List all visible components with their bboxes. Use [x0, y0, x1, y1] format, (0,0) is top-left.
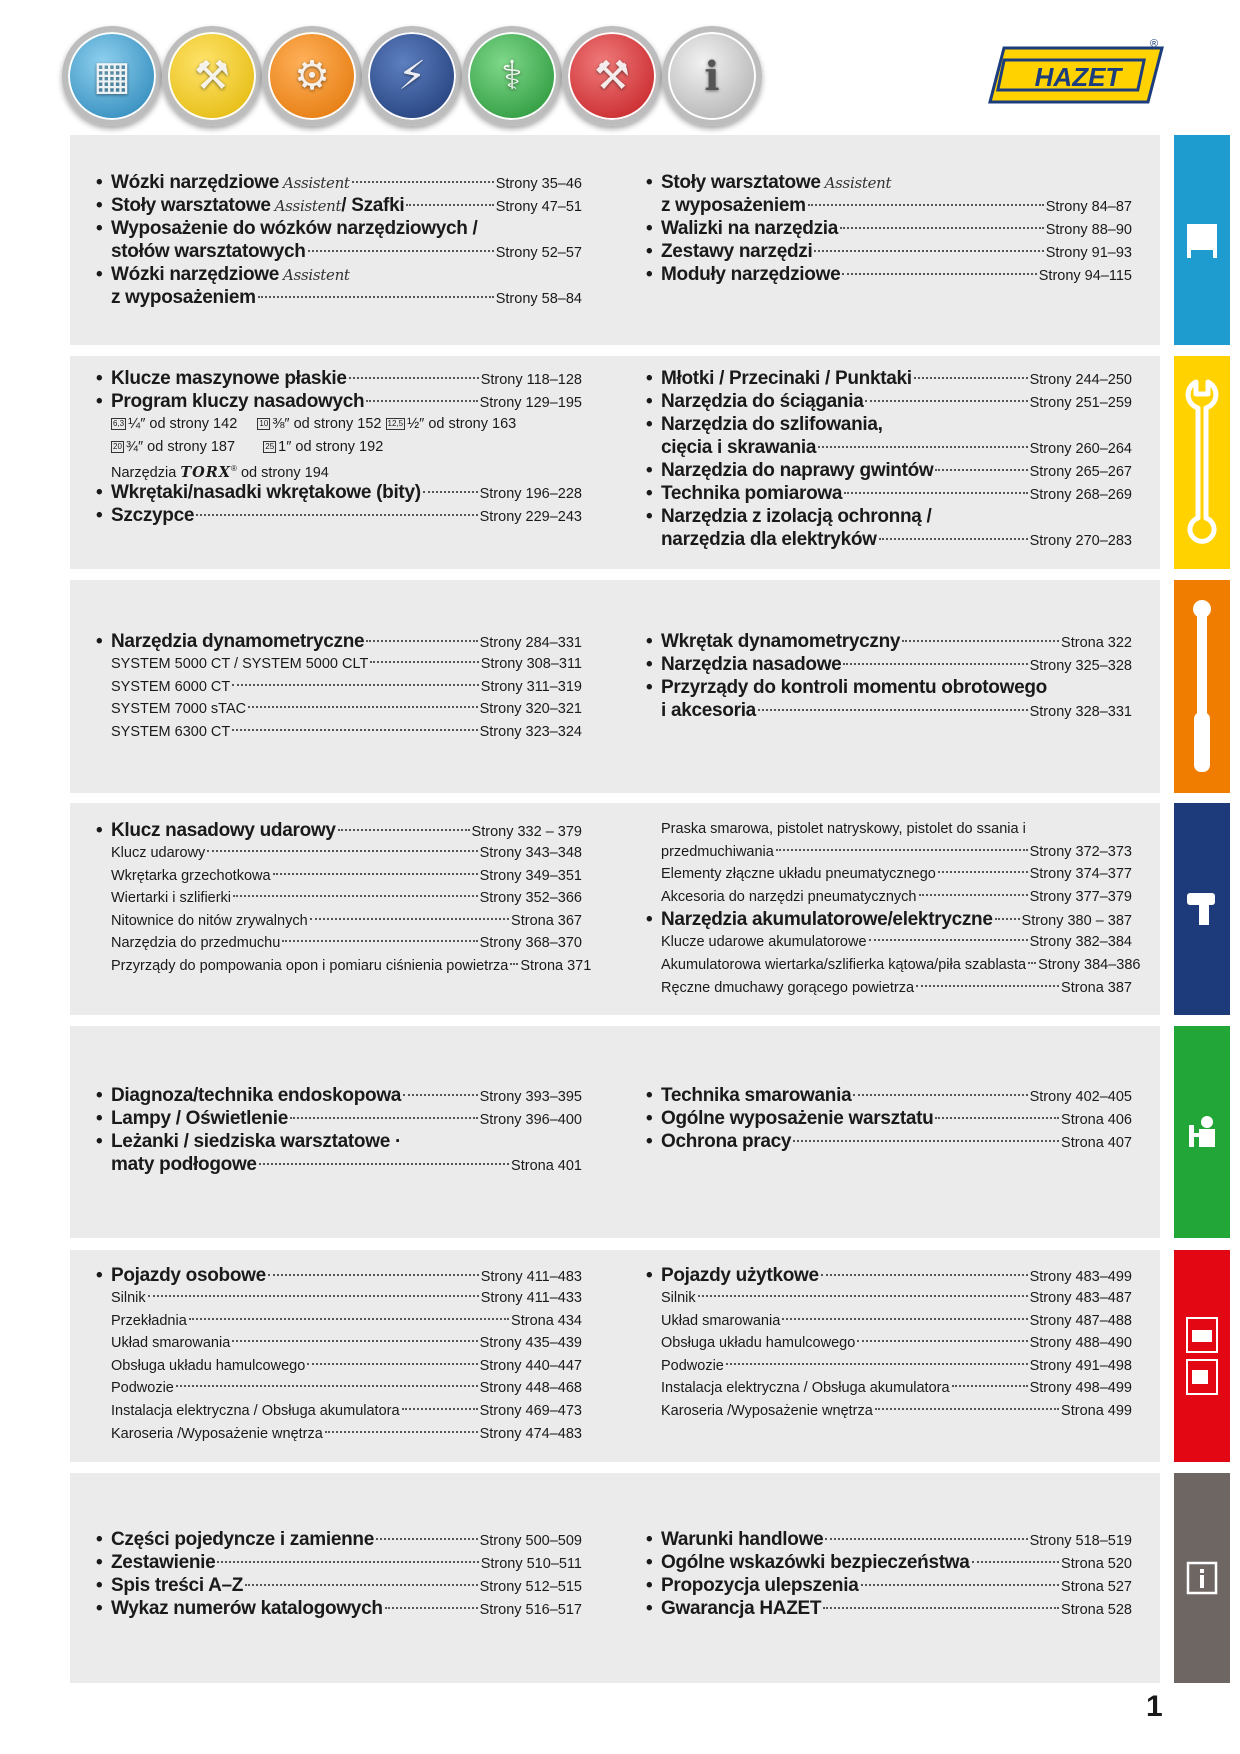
toc-subentry[interactable]: Silnik Strony 411–433 [111, 1290, 582, 1306]
toc-subentry[interactable]: Układ smarowania Strony 487–488 [661, 1312, 1132, 1329]
section6-left [96, 1264, 582, 1445]
tab-vehicle[interactable] [1174, 1250, 1230, 1462]
toc-subentry[interactable]: Klucze udarowe akumulatorowe Strony 382–384 [661, 934, 1132, 951]
section5-left [96, 1084, 582, 1176]
toc-entry[interactable]: • Klucze maszynowe płaskie Strony 118–128 [96, 368, 582, 389]
tab-wrench[interactable] [1174, 356, 1230, 569]
toc-entry[interactable]: • Stoły warsztatowe Assistent / Szafki Strony 47–51 [96, 195, 582, 216]
toc-entry[interactable]: • Ogólne wskazówki bezpieczeństwa Strona 520 [646, 1552, 1132, 1573]
toc-entry-continued[interactable]: i akcesoria Strony 328–331 [661, 700, 1132, 721]
tab-torque-wrench[interactable] [1174, 580, 1230, 793]
toc-subentry[interactable]: Silnik Strony 483–487 [661, 1290, 1132, 1306]
toc-entry[interactable]: • Leżanki / siedziska warsztatowe · [96, 1131, 401, 1152]
toc-subentry[interactable]: Podwozie Strony 448–468 [111, 1380, 582, 1397]
torx-line: Narzędzia TORX® od strony 194 [111, 464, 329, 482]
toc-entry[interactable]: • Stoły warsztatowe Assistent [646, 172, 892, 193]
toc-subentry[interactable]: Wkrętarka grzechotkowa Strony 349–351 [111, 867, 582, 884]
toc-entry[interactable]: • Narzędzia do ściągania Strony 251–259 [646, 391, 1132, 412]
toc-entry[interactable]: • Zestawienie Strony 510–511 [96, 1552, 582, 1573]
toc-entry[interactable]: • Ochrona pracy Strona 407 [646, 1131, 1132, 1152]
toc-subentry[interactable]: Nitownice do nitów zrywalnych Strona 367 [111, 912, 582, 929]
socket-sizes-line: 20 ¾″ od strony 187 25 1″ od strony 192 [113, 438, 384, 455]
toc-subentry[interactable]: SYSTEM 6000 CT Strony 311–319 [111, 678, 582, 695]
toc-entry[interactable]: • Wózki narzędziowe Assistent [96, 264, 350, 285]
tab-info[interactable] [1174, 1473, 1230, 1683]
socket-sizes-line: 6,3 ¼″ od strony 142 10 ⅜″ od strony 152 12,5 ½″ od strony 163 [113, 416, 517, 432]
toc-entry[interactable]: • Narzędzia nasadowe Strony 325–328 [646, 654, 1132, 675]
toc-entry[interactable]: • Narzędzia do szlifowania, [646, 414, 883, 435]
section6-right [646, 1264, 1132, 1423]
toc-entry[interactable]: • Klucz nasadowy udarowy Strony 332 – 379 [96, 820, 582, 841]
pneumatic-tool-icon[interactable]: ⚡ [362, 26, 462, 126]
toc-entry[interactable]: • Ogólne wyposażenie warsztatu Strona 406 [646, 1108, 1132, 1129]
hazet-logo [986, 42, 1166, 108]
toc-subentry[interactable]: Obsługa układu hamulcowego Strony 440–447 [111, 1357, 582, 1374]
toc-subentry[interactable]: Obsługa układu hamulcowego Strony 488–490 [661, 1335, 1132, 1352]
toc-entry-continued[interactable]: maty podłogowe Strona 401 [111, 1154, 582, 1175]
toc-entry-continued[interactable]: narzędzia dla elektryków Strony 270–283 [661, 529, 1132, 550]
toc-entry[interactable]: • Szczypce Strony 229–243 [96, 504, 582, 526]
tab-pneumatic-icon [1185, 889, 1219, 929]
toc-entry[interactable]: • Wózki narzędziowe Assistent Strony 35–46 [96, 172, 582, 193]
tab-vehicle-icon [1186, 1316, 1218, 1396]
tab-info-icon [1186, 1561, 1218, 1595]
toc-entry[interactable]: • Diagnoza/technika endoskopowa Strony 393–395 [96, 1085, 582, 1106]
toc-entry[interactable]: • Młotki / Przecinaki / Punktaki Strony 244–250 [646, 368, 1132, 389]
toc-subentry[interactable]: SYSTEM 7000 sTAC Strony 320–321 [111, 701, 582, 718]
torx-brand: TORX [180, 464, 232, 482]
registered-mark: ® [1150, 38, 1159, 50]
toc-entry[interactable]: • Pojazdy użytkowe Strony 483–499 [646, 1265, 1132, 1286]
toc-entry[interactable]: • Lampy / Oświetlenie Strony 396–400 [96, 1108, 582, 1129]
toc-subentry[interactable]: Klucz udarowy Strony 343–348 [111, 845, 582, 861]
toc-entry[interactable]: • Pojazdy osobowe Strony 411–483 [96, 1265, 582, 1286]
toc-entry[interactable]: • Technika pomiarowa Strony 268–269 [646, 483, 1132, 504]
logo-text: HAZET [1034, 62, 1122, 92]
torque-wrench-icon[interactable]: ⚙ [262, 26, 362, 126]
tab-torque-wrench-icon [1187, 597, 1217, 777]
tab-wrench-icon [1184, 378, 1220, 548]
section3-right [646, 630, 1132, 722]
toc-subentry[interactable]: Układ smarowania Strony 435–439 [111, 1335, 582, 1352]
toc-entry[interactable]: • Propozycja ulepszenia Strona 527 [646, 1575, 1132, 1596]
toc-subentry-text[interactable]: Praska smarowa, pistolet natryskowy, pistolet do ssania i [661, 821, 1026, 837]
section4-right [646, 818, 1141, 999]
section7-left [96, 1528, 582, 1620]
section1-left [96, 171, 582, 309]
toc-subentry[interactable]: Wiertarki i szlifierki Strony 352–366 [111, 890, 582, 907]
toc-entry[interactable]: • Warunki handlowe Strony 518–519 [646, 1529, 1132, 1550]
toc-entry[interactable]: • Wyposażenie do wózków narzędziowych / [96, 218, 478, 239]
toc-subentry[interactable]: Przekładnia Strona 434 [111, 1312, 582, 1329]
toc-subentry[interactable]: Instalacja elektryczna / Obsługa akumulatora Strony 469–473 [111, 1402, 582, 1419]
toc-subentry[interactable]: Ręczne dmuchawy gorącego powietrza Strona 387 [661, 979, 1132, 996]
section5-right [646, 1084, 1132, 1153]
section2-right [646, 367, 1132, 551]
toc-entry-continued[interactable]: z wyposażeniem Strony 58–84 [111, 287, 582, 308]
tab-trolley[interactable] [1174, 135, 1230, 345]
toc-subentry[interactable]: Karoseria /Wyposażenie wnętrza Strony 474–483 [111, 1425, 582, 1442]
toc-subentry[interactable]: Przyrządy do pompowania opon i pomiaru ciśnienia powietrza Strona 371 [111, 957, 592, 974]
section4-left [96, 819, 592, 978]
section2-left [96, 367, 582, 527]
page-number: 1 [1146, 1690, 1163, 1723]
toc-entry[interactable]: • Narzędzia dynamometryczne Strony 284–331 [96, 631, 582, 652]
wrench-icon[interactable]: ⚒ [162, 26, 262, 126]
tab-trolley-icon [1185, 220, 1219, 260]
tab-pneumatic[interactable] [1174, 803, 1230, 1015]
toc-subentry[interactable]: Akcesoria do narzędzi pneumatycznych Strony 377–379 [661, 888, 1132, 905]
tool-trolley-icon[interactable]: ▦ [62, 26, 162, 126]
toc-subentry[interactable]: przedmuchiwania Strony 372–373 [661, 843, 1132, 860]
section7-right [646, 1528, 1132, 1620]
toc-entry[interactable]: • Spis treści A–Z Strony 512–515 [96, 1575, 582, 1596]
toc-entry[interactable]: • Program kluczy nasadowych Strony 129–195 [96, 391, 582, 412]
toc-subentry[interactable]: SYSTEM 6300 CT Strony 323–324 [111, 723, 582, 740]
toc-entry[interactable]: • Narzędzia z izolacją ochronną / [646, 506, 932, 527]
toc-entry[interactable]: • Walizki na narzędzia Strony 88–90 [646, 218, 1132, 239]
toc-entry[interactable]: • Moduły narzędziowe Strony 94–115 [646, 264, 1132, 285]
toc-subentry[interactable]: Narzędzia do przedmuchu Strony 368–370 [111, 935, 582, 952]
info-book-icon[interactable]: i [662, 26, 762, 126]
toc-subentry[interactable]: SYSTEM 5000 CT / SYSTEM 5000 CLT Strony 308–311 [111, 656, 582, 672]
workshop-equipment-icon[interactable]: ⚕ [462, 26, 562, 126]
vehicle-tools-icon[interactable]: ⚒ [562, 26, 662, 126]
toc-subentry[interactable]: Karoseria /Wyposażenie wnętrza Strona 499 [661, 1402, 1132, 1419]
toc-subentry[interactable]: Elementy złączne układu pneumatycznego Strony 374–377 [661, 866, 1132, 883]
toc-subentry[interactable]: Instalacja elektryczna / Obsługa akumulatora Strony 498–499 [661, 1380, 1132, 1397]
toc-entry-continued[interactable]: z wyposażeniem Strony 84–87 [661, 195, 1132, 216]
toc-entry[interactable]: • Wykaz numerów katalogowych Strony 516–517 [96, 1598, 582, 1619]
toc-entry[interactable]: • Narzędzia akumulatorowe/elektryczne Strony 380 – 387 [646, 909, 1132, 931]
section1-right [646, 171, 1132, 286]
section3-left [96, 630, 582, 743]
toc-entry[interactable]: • Narzędzia do naprawy gwintów Strony 265–267 [646, 460, 1132, 481]
toc-entry-continued[interactable]: cięcia i skrawania Strony 260–264 [661, 437, 1132, 458]
toc-entry[interactable]: • Wkrętak dynamometryczny Strona 322 [646, 631, 1132, 652]
toc-entry[interactable]: • Części pojedyncze i zamienne Strony 500–509 [96, 1529, 582, 1550]
toc-entry[interactable]: • Przyrządy do kontroli momentu obrotowego [646, 677, 1047, 698]
toc-subentry[interactable]: Akumulatorowa wiertarka/szlifierka kątowa/piła szablasta Strony 384–386 [661, 956, 1141, 973]
toc-entry[interactable]: • Gwarancja HAZET Strona 528 [646, 1598, 1132, 1619]
toc-entry[interactable]: • Technika smarowania Strony 402–405 [646, 1085, 1132, 1106]
toc-subentry[interactable]: Podwozie Strony 491–498 [661, 1357, 1132, 1374]
toc-entry[interactable]: • Wkrętaki/nasadki wkrętakowe (bity) Strony 196–228 [96, 481, 582, 503]
toc-entry[interactable]: • Zestawy narzędzi Strony 91–93 [646, 241, 1132, 262]
tab-mechanic[interactable] [1174, 1026, 1230, 1238]
toc-entry-continued[interactable]: stołów warsztatowych Strony 52–57 [111, 241, 582, 262]
tab-mechanic-icon [1187, 1115, 1217, 1149]
